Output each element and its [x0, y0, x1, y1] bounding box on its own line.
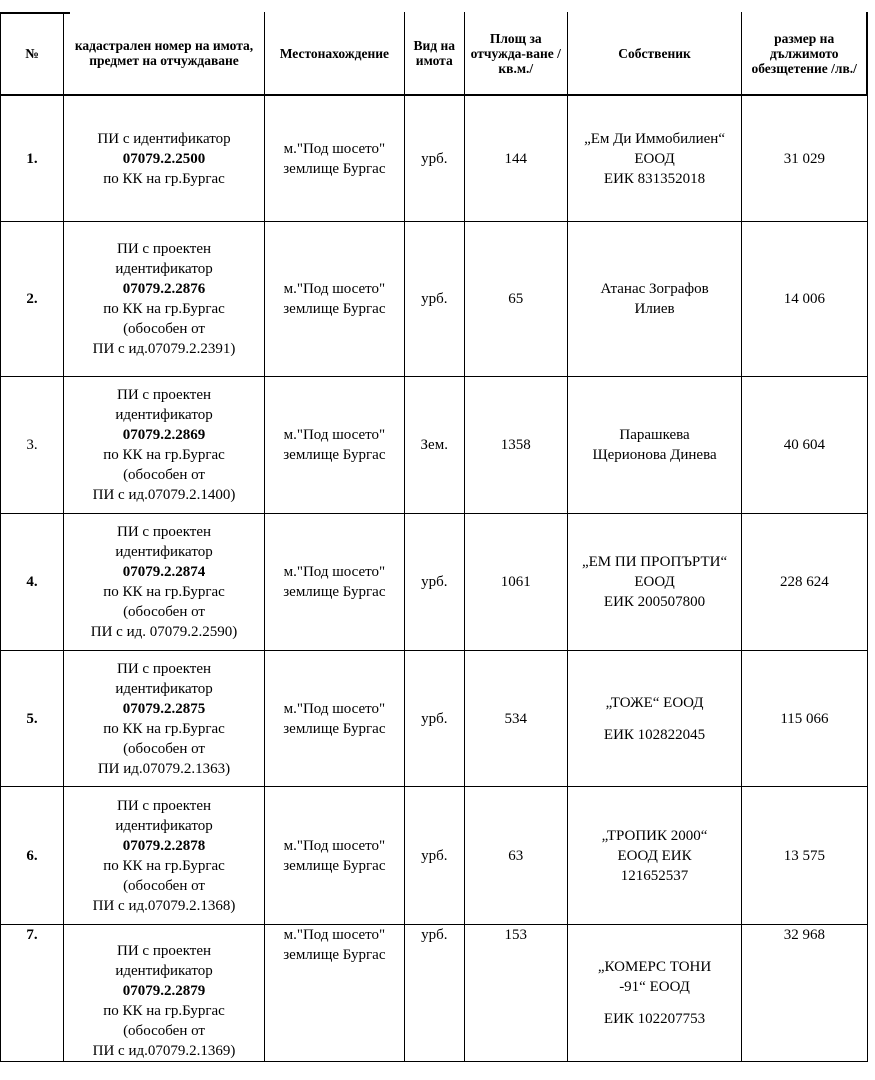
area-cell: 63 [464, 787, 567, 925]
id-line: ПИ с проектен [117, 241, 212, 257]
row-number: 3. [1, 377, 64, 514]
cadastral-cell [64, 787, 265, 925]
compensation-cell: 32 968 [742, 925, 867, 1062]
id-line: идентификатор [115, 407, 213, 423]
area-cell: 534 [464, 651, 567, 787]
row-number: 5. [1, 651, 64, 787]
location-line: землище Бургас [283, 160, 386, 177]
area-cell: 65 [464, 222, 567, 377]
id-number: 07079.2.2874 [122, 564, 206, 580]
id-line: ПИ с ид.07079.2.1369) [92, 1043, 236, 1059]
property-type-cell: урб. [404, 787, 464, 925]
id-line: идентификатор [115, 261, 213, 277]
location-cell [264, 925, 404, 1062]
property-type-cell: урб. [404, 222, 464, 377]
id-number: 07079.2.2500 [122, 150, 206, 167]
owner-line: Атанас Зографов [600, 281, 709, 297]
owner-line: „Ем Ди Иммобилиен“ [584, 130, 725, 147]
cadastral-cell [64, 377, 265, 514]
location-line: м."Под шосето" [283, 837, 386, 854]
id-line: ПИ с ид.07079.2.1400) [92, 487, 236, 503]
property-type-cell: урб. [404, 651, 464, 787]
id-line: по КК на гр.Бургас [103, 170, 225, 187]
owner-cell [567, 514, 742, 651]
property-type-cell: урб. [404, 95, 464, 222]
owner-cell [567, 651, 742, 787]
id-line: ПИ с проектен [117, 797, 212, 814]
area-cell: 144 [464, 95, 567, 222]
owner-line: „ТОЖЕ“ ЕООД [605, 694, 704, 711]
id-line: ПИ с ид.07079.2.1368) [92, 897, 236, 914]
owner-cell [567, 95, 742, 222]
location-line: землище Бургас [283, 447, 386, 463]
owner-line: „ТРОПИК 2000“ [601, 827, 708, 844]
header-property-type: Вид на имота [404, 12, 464, 95]
location-line: м."Под шосето" [283, 564, 386, 580]
id-line: ПИ с идентификатор [97, 130, 231, 147]
cadastral-cell [64, 925, 265, 1062]
compensation-cell: 40 604 [742, 377, 867, 514]
location-line: м."Под шосето" [283, 700, 386, 717]
owner-cell [567, 222, 742, 377]
cadastral-cell [64, 95, 265, 222]
id-line: по КК на гр.Бургас [103, 301, 225, 317]
id-number: 07079.2.2869 [122, 427, 206, 443]
location-cell [264, 514, 404, 651]
property-type-cell: Зем. [404, 377, 464, 514]
location-line: м."Под шосето" [283, 927, 386, 943]
owner-cell [567, 787, 742, 925]
compensation-cell: 31 029 [742, 95, 867, 222]
compensation-cell: 228 624 [742, 514, 867, 651]
owner-line: Щерионова Динева [592, 447, 717, 463]
row-number: 2. [1, 222, 64, 377]
owner-line: „ЕМ ПИ ПРОПЪРТИ“ [581, 554, 728, 570]
owner-line: „КОМЕРС ТОНИ [597, 959, 712, 975]
owner-line: ЕИК 831352018 [603, 170, 706, 187]
expropriation-table [0, 12, 868, 1062]
table-row [1, 222, 868, 377]
owner-cell [567, 377, 742, 514]
compensation-cell: 115 066 [742, 651, 867, 787]
id-line: (обособен от [123, 877, 205, 894]
owner-line: ЕИК 102207753 [603, 1011, 706, 1027]
location-cell [264, 651, 404, 787]
row-number: 6. [1, 787, 64, 925]
id-line: (обособен от [123, 321, 205, 337]
id-line: (обособен от [123, 1023, 205, 1039]
location-cell [264, 377, 404, 514]
id-line: ПИ с проектен [117, 387, 212, 403]
owner-line: ЕИК 200507800 [603, 594, 706, 610]
property-type-cell: урб. [404, 925, 464, 1062]
location-line: м."Под шосето" [283, 281, 386, 297]
compensation-cell: 13 575 [742, 787, 867, 925]
owner-line: -91“ ЕООД [619, 979, 690, 995]
owner-line: ЕИК 102822045 [603, 726, 706, 743]
location-line: землище Бургас [283, 857, 386, 874]
id-line: ПИ с ид.07079.2.2391) [92, 341, 236, 357]
header-location: Местонахождение [264, 12, 404, 95]
id-line: ПИ с ид. 07079.2.2590) [90, 624, 238, 640]
location-line: землище Бургас [283, 720, 386, 737]
id-number: 07079.2.2879 [122, 983, 206, 999]
cadastral-cell [64, 222, 265, 377]
owner-line: ЕООД ЕИК [617, 847, 692, 864]
row-number: 1. [1, 95, 64, 222]
property-type-cell: урб. [404, 514, 464, 651]
id-line: (обособен от [123, 740, 205, 757]
area-cell: 1358 [464, 377, 567, 514]
cadastral-cell [64, 651, 265, 787]
id-line: по КК на гр.Бургас [103, 447, 225, 463]
header-area: Площ за отчужда-ване /кв.м./ [464, 12, 567, 95]
id-line: по КК на гр.Бургас [103, 857, 225, 874]
owner-cell [567, 925, 742, 1062]
id-number: 07079.2.2876 [122, 281, 206, 297]
location-line: м."Под шосето" [283, 140, 386, 157]
location-line: землище Бургас [283, 584, 386, 600]
header-compensation: размер на дължимото обезщетение /лв./ [742, 12, 867, 95]
header-number: № [1, 12, 64, 95]
location-cell [264, 222, 404, 377]
id-line: ПИ с проектен [117, 660, 212, 677]
id-line: идентификатор [115, 817, 213, 834]
id-line: идентификатор [115, 544, 213, 560]
header-cadastral-number: кадастрален номер на имота, предмет на отчуждаване [64, 12, 265, 95]
owner-line: Илиев [634, 301, 675, 317]
owner-line: Парашкева [619, 427, 690, 443]
location-line: м."Под шосето" [283, 427, 386, 443]
id-line: по КК на гр.Бургас [103, 720, 225, 737]
table-row [1, 651, 868, 787]
header-owner: Собственик [567, 12, 742, 95]
owner-line: 121652537 [620, 867, 689, 884]
id-number: 07079.2.2875 [122, 700, 206, 717]
area-cell: 1061 [464, 514, 567, 651]
table-row [1, 95, 868, 222]
location-cell [264, 95, 404, 222]
id-line: ПИ с проектен [117, 943, 212, 959]
id-line: ПИ с проектен [117, 524, 212, 540]
compensation-cell: 14 006 [742, 222, 867, 377]
owner-line: ЕООД [634, 150, 675, 167]
table-header-row [1, 12, 868, 95]
table-row [1, 925, 868, 1062]
location-cell [264, 787, 404, 925]
id-line: ПИ ид.07079.2.1363) [97, 760, 231, 777]
location-line: землище Бургас [283, 301, 386, 317]
table-row [1, 787, 868, 925]
area-cell: 153 [464, 925, 567, 1062]
id-line: (обособен от [123, 467, 205, 483]
table-row [1, 377, 868, 514]
table-row [1, 514, 868, 651]
row-number: 4. [1, 514, 64, 651]
owner-line: ЕООД [634, 574, 675, 590]
id-line: по КК на гр.Бургас [103, 1003, 225, 1019]
id-line: (обособен от [123, 604, 205, 620]
location-line: землище Бургас [283, 947, 386, 963]
id-line: идентификатор [115, 680, 213, 697]
cadastral-cell [64, 514, 265, 651]
id-number: 07079.2.2878 [122, 837, 206, 854]
id-line: идентификатор [115, 963, 213, 979]
row-number: 7. [1, 925, 64, 1062]
id-line: по КК на гр.Бургас [103, 584, 225, 600]
